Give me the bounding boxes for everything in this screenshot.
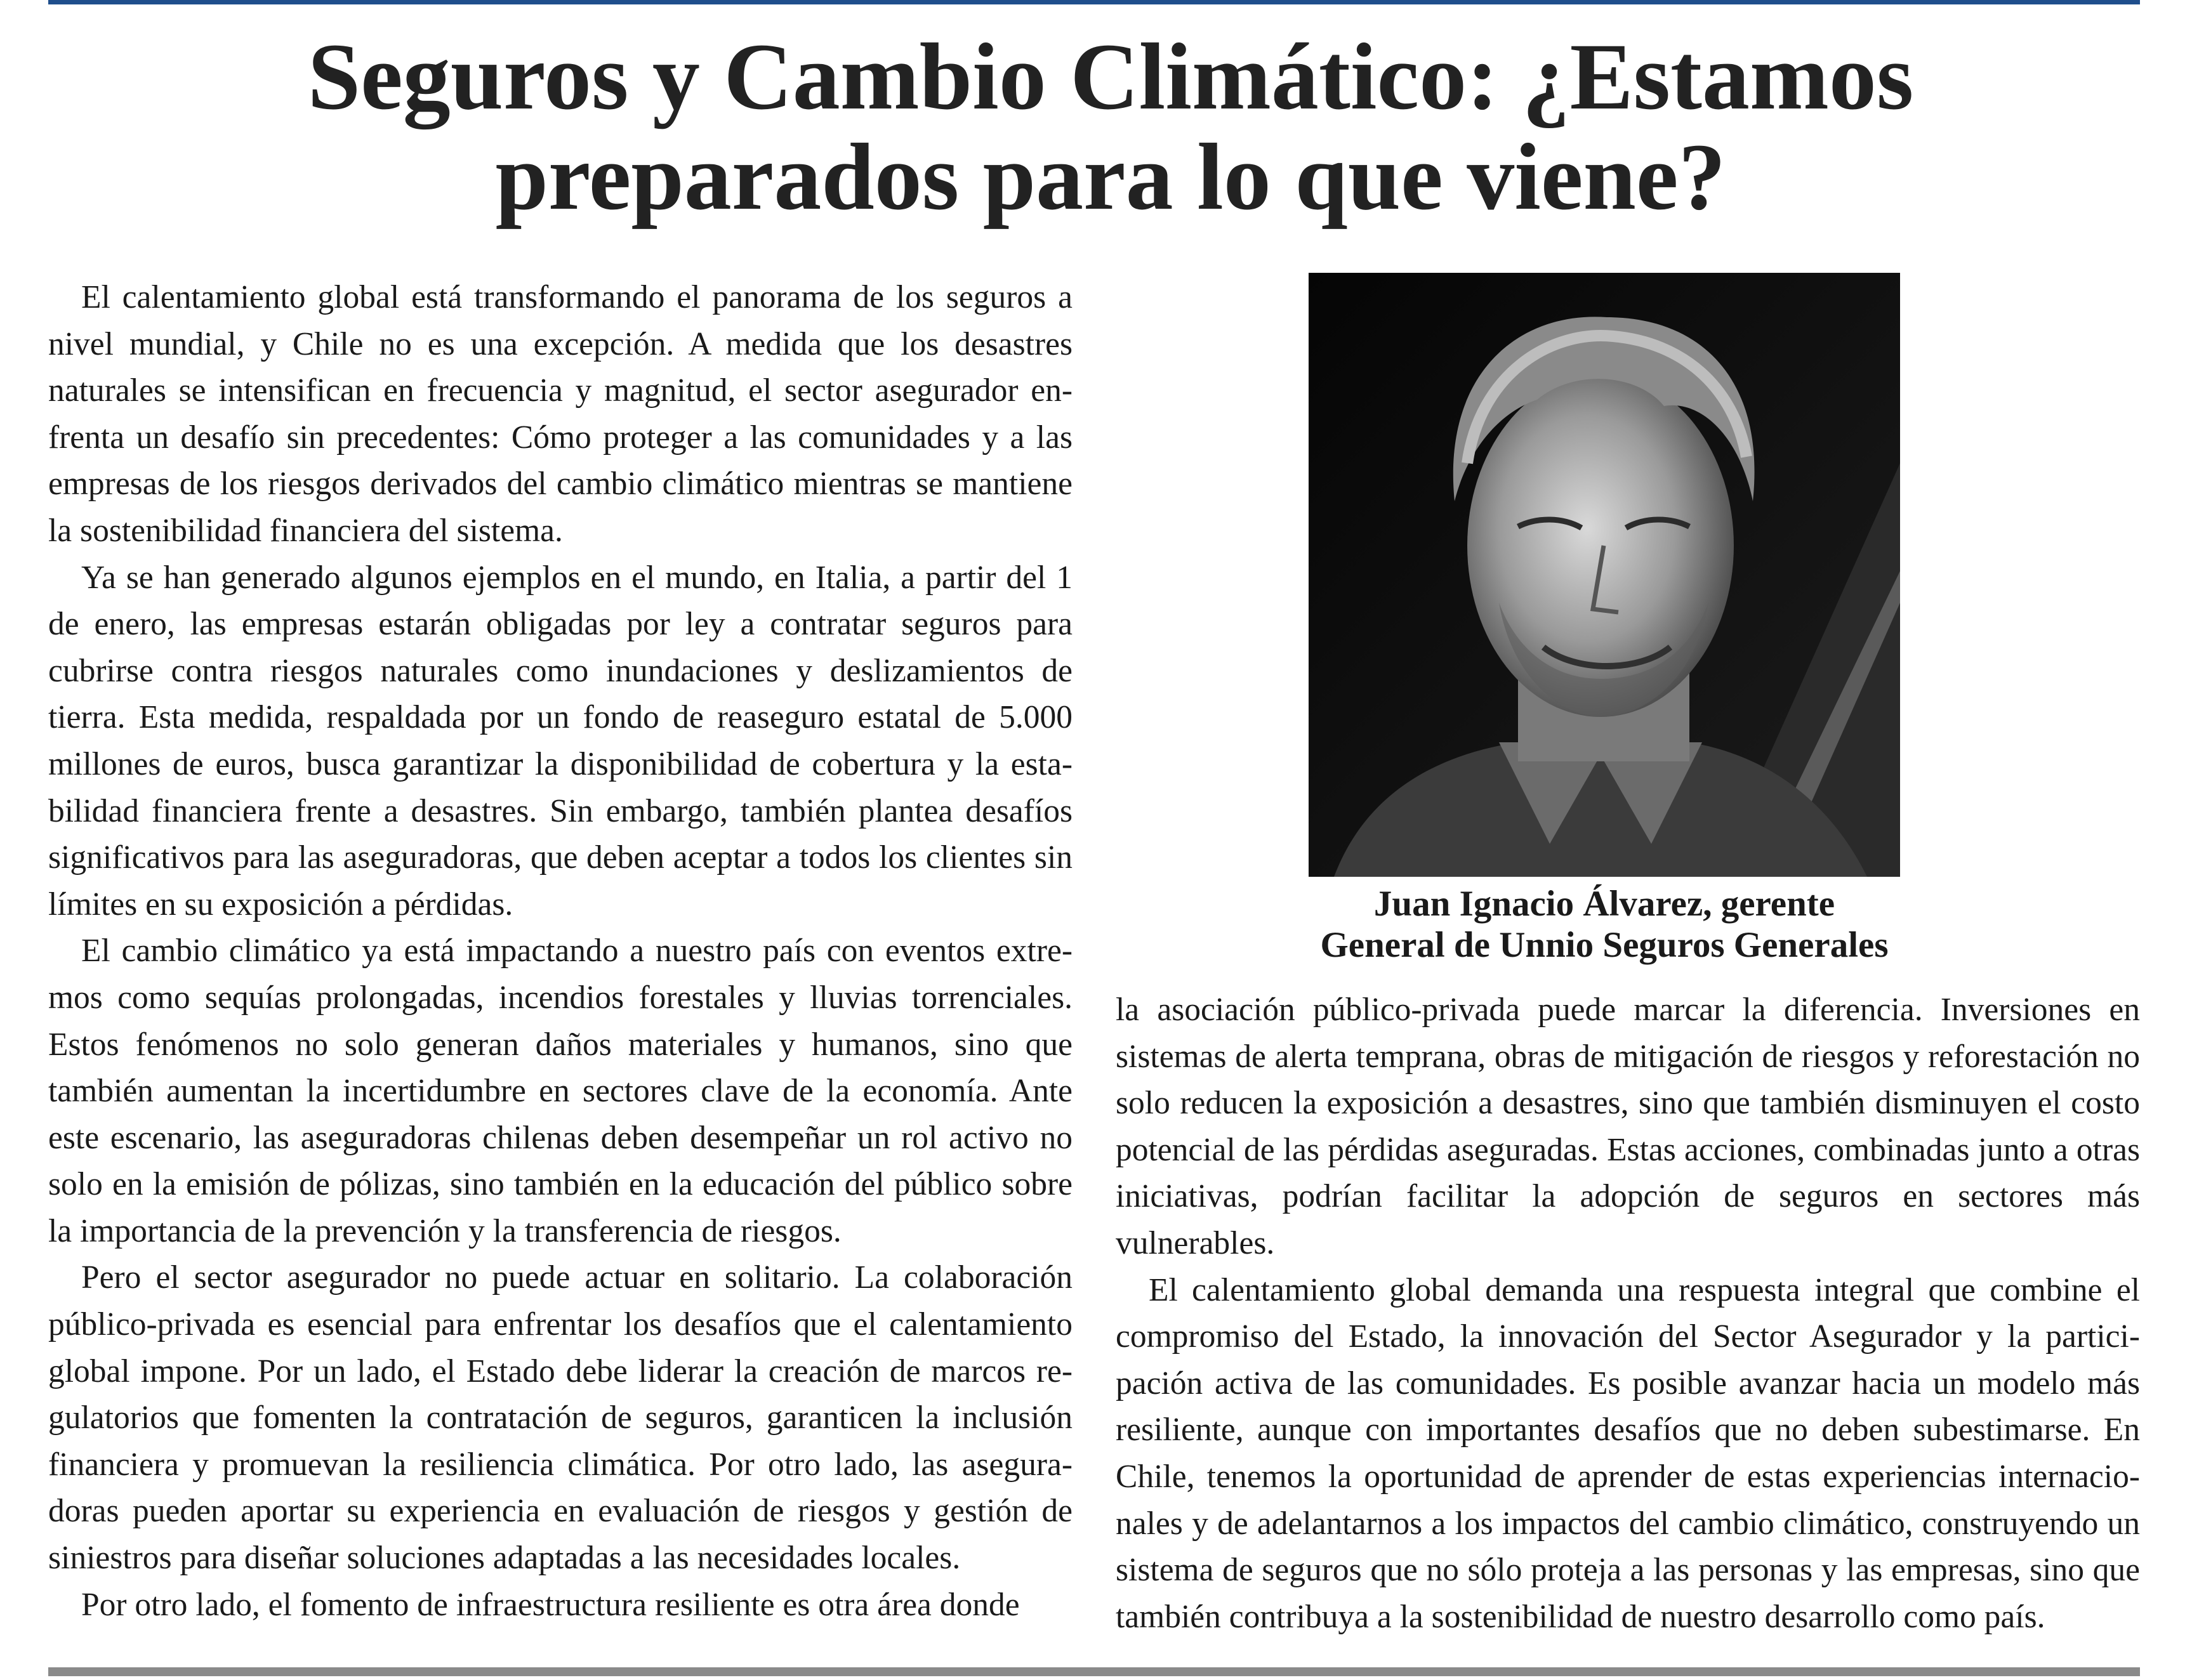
portrait-photo-icon xyxy=(1309,273,1900,877)
headline-line-2: preparados para lo que viene? xyxy=(495,124,1726,230)
paragraph: Ya se han generado algunos ejemplos en el mundo, en Italia, a partir del 1 de enero, las empresas estarán obligadas por ley a contratar seguros para cubrirse contra riesgos naturales como inundaciones y deslizamientos de tierra. Esta medida, respaldada por un fondo de reaseguro estatal de 5.000 millones de euros, busca garantizar la disponibilidad de cobertura y la estabilidad financiera frente a desastres. Sin embargo, también plantea desafíos significativos para las aseguradoras, que deben aceptar a todos los clientes sin límites en su exposición a pérdidas. xyxy=(48,559,1073,922)
caption-line-1: Juan Ignacio Álvarez, gerente xyxy=(1373,884,1835,924)
paragraph: El calentamiento global demanda una respuesta integral que combine el compromiso del Estado, la innovación del Sector Asegurador y la participación activa de las comunidades. Es posible avanzar hacia un modelo más resiliente, aunque con importantes desafíos que no deben subestimarse. En Chile, tenemos la oportunidad de aprender de estas experiencias internacionales y de adelantarnos a los impactos del cambio climático, construyendo un sistema de seguros que no sólo proteja a las personas y las empresas, sino que también contribuya a la sostenibilidad de nuestro desarrollo como país. xyxy=(1116,1271,2140,1635)
paragraph: El calentamiento global está transformando el panorama de los seguros a nivel mundial, y Chile no es una excepción. A medida que los desastres naturales se intensifican en frecuencia y magnitud, el sector asegurador enfrenta un desafío sin precedentes: Cómo proteger a las comunidades y a las empresas de los riesgos derivados del cambio climático mientras se mantiene la sostenibilidad financiera del sistema. xyxy=(48,279,1073,549)
top-divider-rule xyxy=(48,0,2140,4)
photo-caption xyxy=(1179,883,2030,966)
paragraph: Por otro lado, el fomento de infraestructura resiliente es otra área donde xyxy=(81,1586,1020,1623)
caption-line-2: General de Unnio Seguros Generales xyxy=(1320,925,1889,965)
portrait-photo xyxy=(1309,273,1900,877)
paragraph: Pero el sector asegurador no puede actuar en solitario. La colaboración público-privada es esencial para enfrentar los desafíos que el calentamiento global impone. Por un lado, el Estado debe liderar la creación de marcos regulatorios que fomenten la contratación de seguros, garanticen la inclusión financiera y promuevan la resiliencia climática. Por otro lado, las aseguradoras pueden aportar su experiencia en evaluación de riesgos y gestión de siniestros para diseñar soluciones adaptadas a las necesidades locales. xyxy=(48,1259,1073,1577)
paragraph: la asociación público-privada puede marcar la diferencia. Inversiones en sistemas de alerta temprana, obras de mitigación de riesgos y reforestación no solo reducen la exposición a desastres, sino que también disminuyen el costo potencial de las pérdidas aseguradas. Estas acciones, combinadas junto a otras iniciativas, podrían facilitar la adopción de seguros en sectores más vulnerables. xyxy=(1116,992,2140,1261)
bottom-divider-rule xyxy=(48,1667,2140,1676)
paragraph: El cambio climático ya está impactando a nuestro país con eventos extremos como sequías prolongadas, incendios forestales y lluvias torrenciales. Estos fenómenos no solo generan daños materiales y humanos, sino que también aumentan la incertidumbre en sectores clave de la economía. Ante este escenario, las aseguradoras chilenas deben desempeñar un rol activo no solo en la emisión de pólizas, sino también en la educación del público sobre la importancia de la prevención y la transferencia de riesgos. xyxy=(48,933,1073,1249)
right-text-column xyxy=(1116,987,2140,1640)
headline-line-1: Seguros y Cambio Climático: ¿Estamos xyxy=(307,24,1914,129)
left-text-column xyxy=(48,274,1073,1628)
article-headline xyxy=(95,24,2126,230)
